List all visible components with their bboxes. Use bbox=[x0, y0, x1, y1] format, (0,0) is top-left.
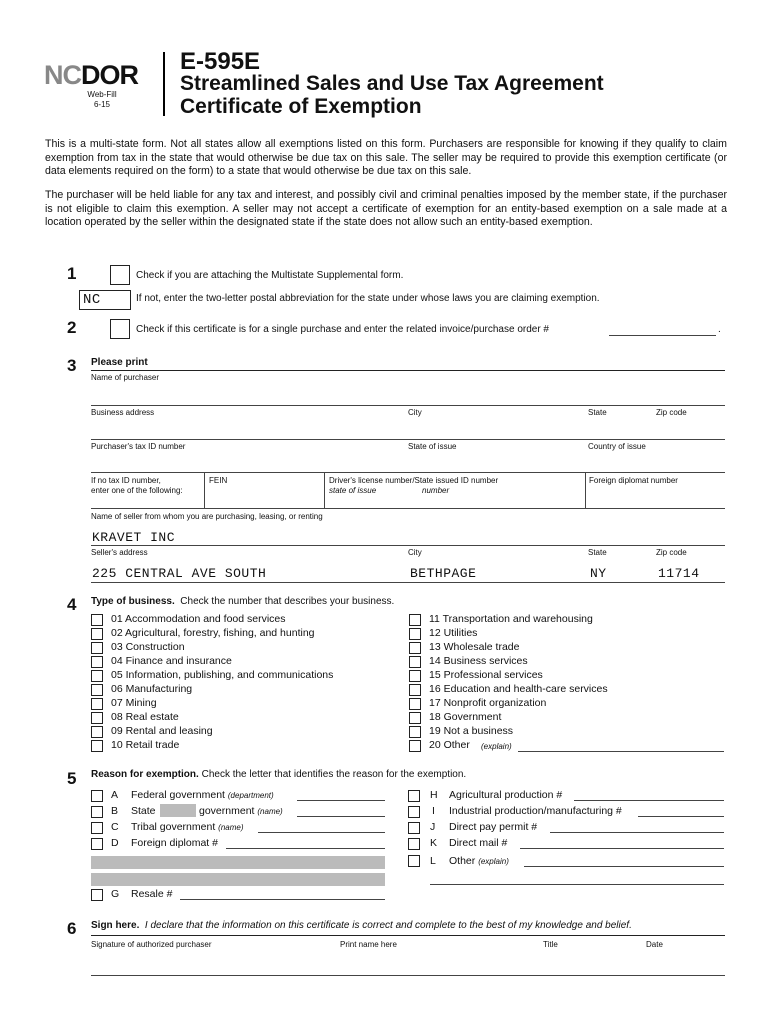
reason-k-field[interactable] bbox=[520, 848, 724, 849]
business-type-label: 10 Retail trade bbox=[111, 739, 180, 751]
reason-a-label bbox=[131, 789, 274, 801]
drivers-license-label: Driver's license number/State issued ID number bbox=[329, 476, 499, 485]
business-type-label: 13 Wholesale trade bbox=[429, 641, 520, 653]
business-type-checkbox[interactable] bbox=[91, 712, 103, 724]
sign-here-heading: Sign here. bbox=[91, 920, 140, 931]
reason-j-checkbox[interactable] bbox=[408, 822, 420, 834]
business-type-label: 20 Other bbox=[429, 739, 470, 751]
reason-i-label: Industrial production/manufacturing # bbox=[449, 805, 622, 817]
dl-number-label: number bbox=[422, 486, 450, 495]
reason-h-field[interactable] bbox=[574, 800, 724, 801]
state-label: State bbox=[588, 408, 607, 417]
city-label: City bbox=[408, 408, 422, 417]
multistate-label: Check if you are attaching the Multistate Supplemental form. bbox=[136, 270, 404, 281]
section-5-number: 5 bbox=[67, 769, 77, 788]
business-type-label: 18 Government bbox=[429, 711, 502, 723]
reason-b-state-field[interactable] bbox=[160, 804, 196, 817]
invoice-tail: . bbox=[718, 324, 721, 335]
business-type-checkbox[interactable] bbox=[409, 726, 421, 738]
seller-name-value[interactable]: KRAVET INC bbox=[92, 530, 176, 545]
business-type-label: 09 Rental and leasing bbox=[111, 725, 213, 737]
business-type-label: 07 Mining bbox=[111, 697, 157, 709]
reason-l-letter: L bbox=[430, 855, 436, 867]
seller-address-value[interactable]: 225 CENTRAL AVE SOUTH bbox=[92, 566, 267, 581]
seller-state-value[interactable]: NY bbox=[590, 566, 607, 581]
business-type-checkbox[interactable] bbox=[91, 656, 103, 668]
signature-label: Signature of authorized purchaser bbox=[91, 940, 212, 949]
business-type-checkbox[interactable] bbox=[91, 684, 103, 696]
reason-i-checkbox[interactable] bbox=[408, 806, 420, 818]
business-address-field[interactable] bbox=[91, 439, 725, 440]
reason-h-checkbox[interactable] bbox=[408, 790, 420, 802]
logo-dor: DOR bbox=[81, 60, 138, 90]
business-type-label: 04 Finance and insurance bbox=[111, 655, 232, 667]
no-tax-id-line2: enter one of the following: bbox=[91, 486, 183, 495]
tob-heading: Type of business. bbox=[91, 596, 175, 607]
business-type-checkbox[interactable] bbox=[91, 614, 103, 626]
foreign-diplomat-label: Foreign diplomat number bbox=[589, 476, 678, 485]
sign-rule bbox=[91, 935, 725, 936]
reason-g-field[interactable] bbox=[180, 899, 385, 900]
business-type-label: 03 Construction bbox=[111, 641, 185, 653]
reason-b-text: government bbox=[199, 805, 255, 817]
no-tax-id-label bbox=[91, 476, 183, 496]
form-number: E-595E bbox=[180, 48, 261, 75]
reason-g-letter: G bbox=[111, 888, 120, 900]
business-type-checkbox[interactable] bbox=[409, 628, 421, 640]
reason-j-label: Direct pay permit # bbox=[449, 821, 538, 833]
business-type-label: 12 Utilities bbox=[429, 627, 478, 639]
reason-i-letter: I bbox=[432, 805, 435, 817]
single-purchase-label: Check if this certificate is for a single purchase and enter the related invoice/purchase order # bbox=[136, 324, 549, 335]
logo-nc: NC bbox=[44, 60, 81, 90]
state-abbrev-value: NC bbox=[83, 292, 101, 308]
reason-b-note: (name) bbox=[257, 807, 283, 816]
print-name-label: Print name here bbox=[340, 940, 397, 949]
business-type-checkbox[interactable] bbox=[91, 642, 103, 654]
reason-a-checkbox[interactable] bbox=[91, 790, 103, 802]
dl-state-of-issue-label: state of issue bbox=[329, 486, 377, 495]
reason-h-label: Agricultural production # bbox=[449, 789, 563, 801]
reason-heading bbox=[91, 769, 466, 780]
web-fill-label: Web-Fill bbox=[87, 90, 117, 99]
purchaser-name-field[interactable] bbox=[91, 405, 725, 406]
intro-paragraph-1: This is a multi-state form. Not all states allow all exemptions listed on this form. Purchasers are responsible for knowing if they qualify to claim exemption from tax in the state that would otherwise be due tax on this sale. The seller may be required to provide this exemption certificate (or data elements required on the form) to a state that would otherwise be due tax on this sale. bbox=[45, 138, 727, 177]
business-type-label: 17 Nonprofit organization bbox=[429, 697, 547, 709]
reason-f-redacted bbox=[91, 873, 385, 886]
state-abbrev-field[interactable] bbox=[79, 290, 131, 310]
form-title-line2: Certificate of Exemption bbox=[180, 95, 422, 118]
date-label: Date bbox=[646, 940, 663, 949]
business-type-checkbox[interactable] bbox=[409, 698, 421, 710]
reason-i-field[interactable] bbox=[638, 816, 724, 817]
col-divider-2 bbox=[324, 472, 325, 508]
reason-l-field[interactable] bbox=[524, 866, 724, 867]
business-type-label: 16 Education and health-care services bbox=[429, 683, 608, 695]
reason-a-field[interactable] bbox=[297, 800, 385, 801]
business-type-label: 11 Transportation and warehousing bbox=[429, 613, 593, 625]
reason-l-text: Other bbox=[449, 855, 476, 867]
reason-e-redacted bbox=[91, 856, 385, 869]
reason-h-letter: H bbox=[430, 789, 438, 801]
seller-name-field bbox=[91, 545, 725, 546]
business-type-label: 14 Business services bbox=[429, 655, 528, 667]
web-fill-version bbox=[82, 90, 122, 110]
reason-j-letter: J bbox=[430, 821, 436, 833]
alt-id-field[interactable] bbox=[91, 508, 725, 509]
reason-c-text: Tribal government bbox=[131, 821, 216, 833]
reason-d-checkbox[interactable] bbox=[91, 838, 103, 850]
signature-field[interactable] bbox=[91, 975, 725, 976]
name-of-purchaser-label: Name of purchaser bbox=[91, 373, 160, 382]
reason-d-field[interactable] bbox=[226, 848, 385, 849]
seller-address-field bbox=[91, 582, 725, 583]
type-of-business-heading bbox=[91, 596, 394, 607]
reason-b-label bbox=[199, 805, 283, 817]
reason-l-checkbox[interactable] bbox=[408, 855, 420, 867]
reason-d-letter: D bbox=[111, 837, 119, 849]
reason-g-label: Resale # bbox=[131, 888, 173, 900]
reason-c-letter: C bbox=[111, 821, 119, 833]
ncdor-logo bbox=[44, 60, 138, 91]
reason-k-checkbox[interactable] bbox=[408, 838, 420, 850]
tob-instruction: Check the number that describes your business. bbox=[180, 596, 395, 607]
section-6-number: 6 bbox=[67, 919, 77, 938]
reason-a-note: (department) bbox=[227, 791, 274, 800]
other-explain-field[interactable] bbox=[518, 751, 724, 752]
seller-name-label: Name of seller from whom you are purchasing, leasing, or renting bbox=[91, 512, 323, 521]
reason-heading-bold: Reason for exemption. bbox=[91, 769, 199, 780]
business-type-checkbox[interactable] bbox=[91, 698, 103, 710]
business-type-label: 15 Professional services bbox=[429, 669, 543, 681]
please-print-heading: Please print bbox=[91, 357, 148, 368]
tax-id-label: Purchaser's tax ID number bbox=[91, 442, 186, 451]
other-explain-note: (explain) bbox=[481, 742, 512, 751]
tax-id-field[interactable] bbox=[91, 472, 725, 473]
col-divider-1 bbox=[204, 472, 205, 508]
single-purchase-checkbox[interactable] bbox=[110, 319, 130, 339]
col-divider-3 bbox=[585, 472, 586, 508]
zip-label: Zip code bbox=[656, 408, 687, 417]
reason-g-checkbox[interactable] bbox=[91, 889, 103, 901]
form-title-line1: Streamlined Sales and Use Tax Agreement bbox=[180, 72, 604, 95]
reason-l-field-2[interactable] bbox=[430, 884, 724, 885]
business-type-checkbox[interactable] bbox=[409, 642, 421, 654]
reason-b-state: State bbox=[131, 805, 156, 817]
reason-k-letter: K bbox=[430, 837, 438, 849]
declaration-text: I declare that the information on this certificate is correct and complete to the best of my knowledge and belief. bbox=[144, 920, 632, 931]
business-type-checkbox[interactable] bbox=[409, 670, 421, 682]
business-type-checkbox[interactable] bbox=[409, 712, 421, 724]
seller-address-label: Seller's address bbox=[91, 548, 148, 557]
invoice-number-field[interactable] bbox=[609, 335, 716, 336]
reason-k-label: Direct mail # bbox=[449, 837, 508, 849]
business-type-checkbox[interactable] bbox=[409, 740, 421, 752]
business-type-label: 06 Manufacturing bbox=[111, 683, 193, 695]
section-3-number: 3 bbox=[67, 356, 77, 375]
business-type-checkbox[interactable] bbox=[91, 628, 103, 640]
fein-label: FEIN bbox=[209, 476, 228, 485]
business-type-label: 01 Accommodation and food services bbox=[111, 613, 286, 625]
business-address-label: Business address bbox=[91, 408, 155, 417]
reason-l-note: (explain) bbox=[478, 857, 509, 866]
reason-d-label: Foreign diplomat # bbox=[131, 837, 218, 849]
multistate-checkbox[interactable] bbox=[110, 265, 130, 285]
reason-j-field[interactable] bbox=[550, 832, 724, 833]
business-type-checkbox[interactable] bbox=[409, 684, 421, 696]
section-4-number: 4 bbox=[67, 595, 77, 614]
business-type-checkbox[interactable] bbox=[91, 740, 103, 752]
business-type-checkbox[interactable] bbox=[409, 614, 421, 626]
reason-b-field[interactable] bbox=[297, 816, 385, 817]
form-title bbox=[180, 72, 604, 118]
sign-here bbox=[91, 920, 632, 931]
section-1-number: 1 bbox=[67, 264, 77, 283]
reason-c-note: (name) bbox=[218, 823, 244, 832]
business-type-checkbox[interactable] bbox=[409, 656, 421, 668]
reason-b-letter: B bbox=[111, 805, 119, 817]
reason-b-checkbox[interactable] bbox=[91, 806, 103, 818]
reason-a-text: Federal government bbox=[131, 789, 225, 801]
country-of-issue-label: Country of issue bbox=[588, 442, 646, 451]
business-type-label: 08 Real estate bbox=[111, 711, 179, 723]
seller-zip-value[interactable]: 11714 bbox=[658, 566, 700, 581]
section-2-number: 2 bbox=[67, 318, 77, 337]
business-type-checkbox[interactable] bbox=[91, 670, 103, 682]
seller-zip-label: Zip code bbox=[656, 548, 687, 557]
state-abbrev-label: If not, enter the two-letter postal abbreviation for the state under whose laws you are claiming exemption. bbox=[136, 293, 600, 304]
state-of-issue-label: State of issue bbox=[408, 442, 457, 451]
header-divider bbox=[163, 52, 165, 116]
intro-paragraph-2: The purchaser will be held liable for any tax and interest, and possibly civil and criminal penalties imposed by the member state, if the purchaser is not eligible to claim this exemption. A seller may not accept a certificate of exemption for an entity-based exemption on a sale made at a location operated by the seller within the designated state if the state does not allow such an entity-based exemption. bbox=[45, 189, 727, 228]
reason-instruction: Check the letter that identifies the reason for the exemption. bbox=[201, 769, 467, 780]
no-tax-id-line1: If no tax ID number, bbox=[91, 476, 161, 485]
seller-city-value[interactable]: BETHPAGE bbox=[410, 566, 477, 581]
business-type-label: 02 Agricultural, forestry, fishing, and hunting bbox=[111, 627, 315, 639]
business-type-checkbox[interactable] bbox=[91, 726, 103, 738]
seller-state-label: State bbox=[588, 548, 607, 557]
reason-c-field[interactable] bbox=[258, 832, 385, 833]
reason-c-checkbox[interactable] bbox=[91, 822, 103, 834]
business-type-label: 19 Not a business bbox=[429, 725, 514, 737]
version-label: 6-15 bbox=[93, 100, 110, 109]
reason-l-label bbox=[449, 855, 509, 867]
reason-a-letter: A bbox=[111, 789, 119, 801]
seller-city-label: City bbox=[408, 548, 422, 557]
heading-rule bbox=[91, 370, 725, 371]
business-type-label: 05 Information, publishing, and communications bbox=[111, 669, 334, 681]
reason-c-label bbox=[131, 821, 244, 833]
title-label: Title bbox=[543, 940, 558, 949]
